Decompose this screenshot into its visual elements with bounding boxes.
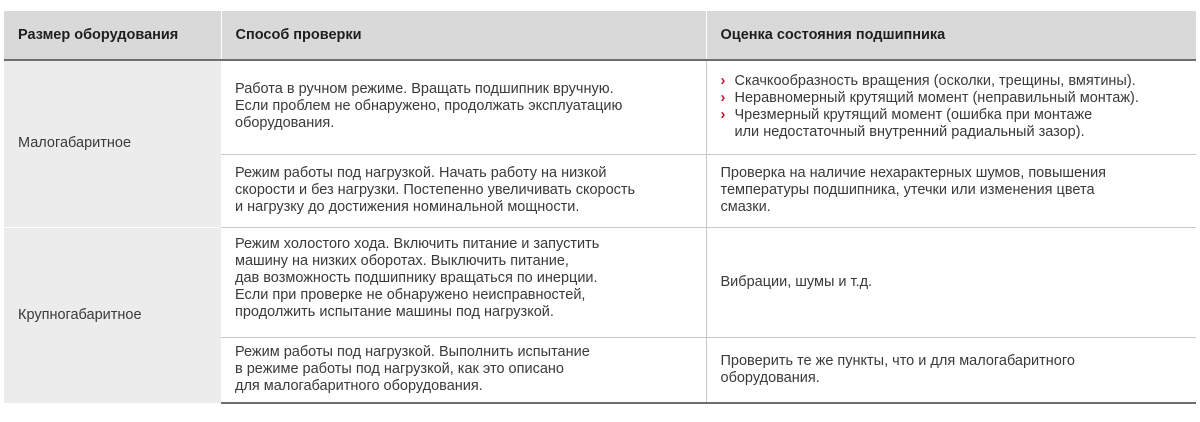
bullet-text: Скачкообразность вращения (осколки, трещины, вмятины). bbox=[734, 73, 1136, 89]
method-line: Режим работы под нагрузкой. Начать работу на низкой bbox=[235, 164, 607, 181]
chevron-right-icon: › bbox=[720, 90, 726, 106]
method-line: дав возможность подшипнику вращаться по инерции. bbox=[235, 269, 598, 286]
bearing-inspection-table bbox=[4, 11, 1196, 404]
assessment-line: Вибрации, шумы и т.д. bbox=[720, 273, 873, 290]
assessment-line: оборудования. bbox=[720, 369, 820, 386]
assessment-cell bbox=[706, 60, 1196, 154]
method-line: в режиме работы под нагрузкой, как это описано bbox=[235, 360, 564, 377]
method-cell bbox=[221, 227, 706, 337]
method-cell bbox=[221, 154, 706, 227]
method-line: Если проблем не обнаружено, продолжать эксплуатацию bbox=[235, 98, 623, 114]
list-item bbox=[721, 107, 1187, 141]
assessment-line: Проверка на наличие нехарактерных шумов, повышения bbox=[720, 164, 1107, 181]
table-row bbox=[4, 60, 1196, 154]
assessment-line: температуры подшипника, утечки или изменения цвета bbox=[720, 181, 1095, 198]
chevron-right-icon: › bbox=[720, 73, 726, 89]
header-method: Способ проверки bbox=[221, 11, 706, 60]
table-row bbox=[4, 227, 1196, 337]
method-line: продолжить испытание машины под нагрузкой. bbox=[235, 303, 554, 320]
bullet-text: Неравномерный крутящий момент (неправильный монтаж). bbox=[734, 90, 1139, 106]
header-size: Размер оборудования bbox=[4, 11, 221, 60]
method-line: и нагрузку до достижения номинальной мощности. bbox=[235, 198, 580, 215]
list-item bbox=[721, 73, 1187, 90]
chevron-right-icon: › bbox=[720, 107, 726, 123]
header-assessment: Оценка состояния подшипника bbox=[706, 11, 1196, 60]
bullet-text: Чрезмерный крутящий момент (ошибка при монтаже bbox=[734, 107, 1093, 123]
size-cell-small: Малогабаритное bbox=[4, 60, 221, 227]
bullet-text: или недостаточный внутренний радиальный зазор). bbox=[734, 124, 1085, 140]
assessment-cell bbox=[706, 154, 1196, 227]
method-line: для малогабаритного оборудования. bbox=[235, 377, 483, 394]
method-line: Работа в ручном режиме. Вращать подшипник вручную. bbox=[235, 81, 614, 97]
assessment-line: смазки. bbox=[720, 198, 771, 215]
table-body bbox=[4, 60, 1196, 403]
method-line: Режим холостого хода. Включить питание и запустить bbox=[235, 235, 600, 252]
inspection-table bbox=[4, 11, 1196, 404]
method-cell bbox=[221, 60, 706, 154]
size-cell-large: Крупногабаритное bbox=[4, 227, 221, 403]
header-row bbox=[4, 11, 1196, 60]
method-line: оборудования. bbox=[235, 115, 335, 131]
list-item bbox=[721, 90, 1187, 107]
method-line: Если при проверке не обнаружено неисправностей, bbox=[235, 286, 586, 303]
assessment-cell bbox=[706, 337, 1196, 403]
assessment-bullet-list bbox=[721, 73, 1187, 141]
method-line: машину на низких оборотах. Выключить питание, bbox=[235, 252, 569, 269]
method-cell bbox=[221, 337, 706, 403]
assessment-line: Проверить те же пункты, что и для малогабаритного bbox=[720, 352, 1075, 369]
assessment-cell bbox=[706, 227, 1196, 337]
table-header bbox=[4, 11, 1196, 60]
method-line: скорости и без нагрузки. Постепенно увеличивать скорость bbox=[235, 181, 636, 198]
method-line: Режим работы под нагрузкой. Выполнить испытание bbox=[235, 343, 590, 360]
